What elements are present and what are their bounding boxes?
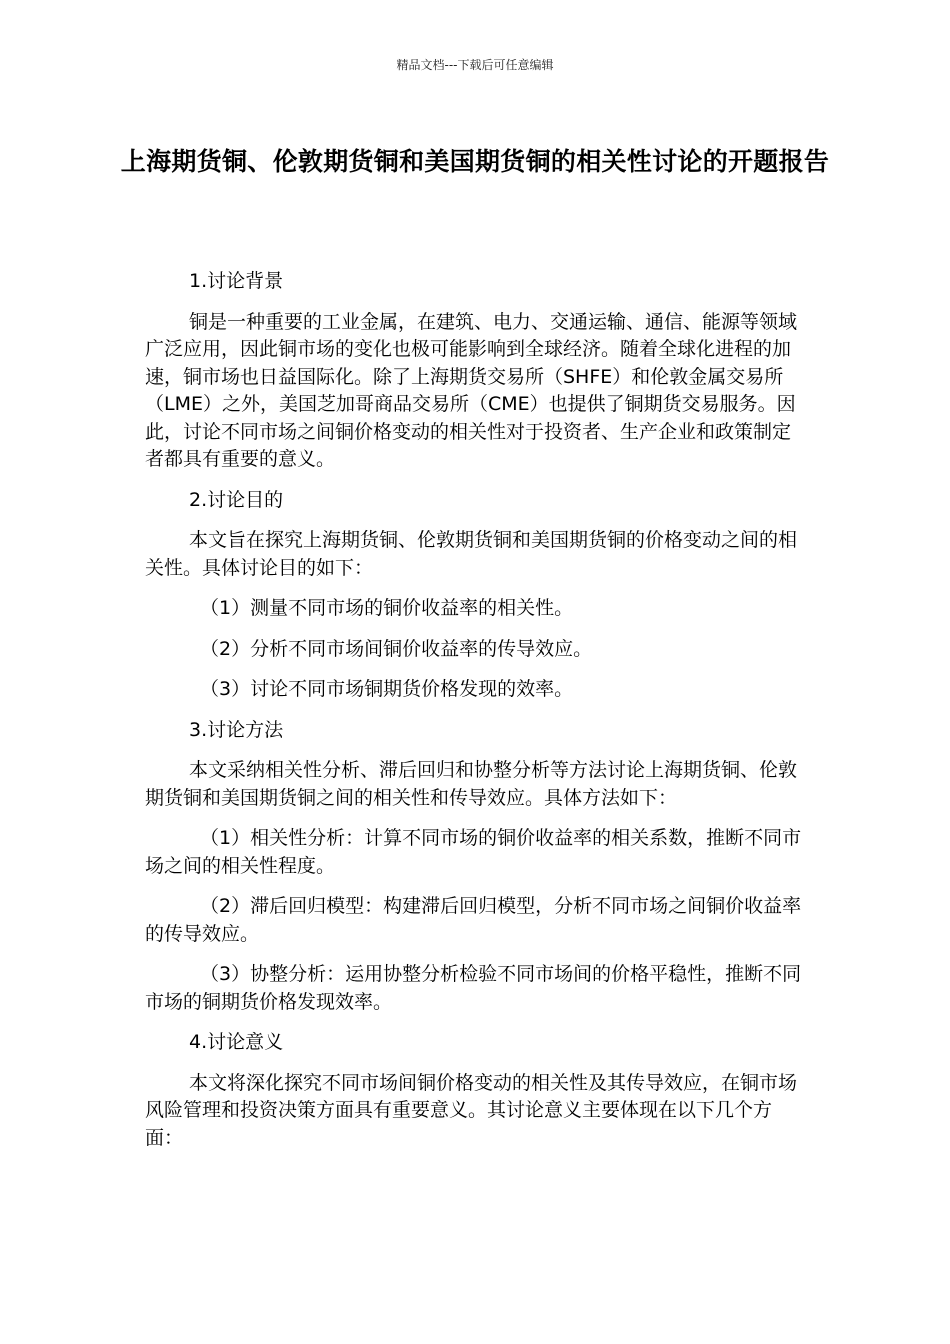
document-title: 上海期货铜、伦敦期货铜和美国期货铜的相关性讨论的开题报告 — [120, 147, 830, 176]
method-item-3: （3）协整分析：运用协整分析检验不同市场间的价格平稳性，推断不同市场的铜期货价格发现效率。 — [145, 963, 802, 1013]
purpose-item-3: （3）讨论不同市场铜期货价格发现的效率。 — [200, 678, 574, 700]
section-heading-methods: 3.讨论方法 — [189, 718, 284, 741]
method-item-1: （1）相关性分析：计算不同市场的铜价收益率的相关系数，推断不同市场之间的相关性程度。 — [145, 827, 802, 877]
paragraph-methods: 本文采纳相关性分析、滞后回归和协整分析等方法讨论上海期货铜、伦敦期货铜和美国期货铜之间的相关性和传导效应。具体方法如下： — [145, 759, 798, 809]
section-heading-background: 1.讨论背景 — [189, 270, 284, 292]
header-note: 精品文档---下载后可任意编辑 — [396, 58, 554, 72]
section-heading-significance: 4.讨论意义 — [189, 1031, 284, 1053]
document-body — [145, 268, 807, 1165]
section-heading-purpose: 2.讨论目的 — [189, 488, 284, 511]
purpose-item-2: （2）分析不同市场间铜价收益率的传导效应。 — [200, 637, 593, 660]
paragraph-background: 铜是一种重要的工业金属，在建筑、电力、交通运输、通信、能源等领域广泛应用，因此铜市场的变化也极可能影响到全球经济。随着全球化进程的加速，铜市场也日益国际化。除了上海期货交易所（SHFE）和伦敦金属交易所（LME）之外，美国芝加哥商品交易所（CME）也提供了铜期货交易服务。因此，讨论不同市场之间铜价格变动的相关性对于投资者、生产企业和政策制定者都具有重要的意义。 — [145, 310, 798, 470]
method-item-2: （2）滞后回归模型：构建滞后回归模型，分析不同市场之间铜价收益率的传导效应。 — [145, 895, 802, 945]
paragraph-significance: 本文将深化探究不同市场间铜价格变动的相关性及其传导效应，在铜市场风险管理和投资决策方面具有重要意义。其讨论意义主要体现在以下几个方面： — [145, 1071, 798, 1149]
paragraph-purpose: 本文旨在探究上海期货铜、伦敦期货铜和美国期货铜的价格变动之间的相关性。具体讨论目的如下： — [145, 529, 798, 579]
purpose-item-1: （1）测量不同市场的铜价收益率的相关性。 — [200, 597, 574, 619]
